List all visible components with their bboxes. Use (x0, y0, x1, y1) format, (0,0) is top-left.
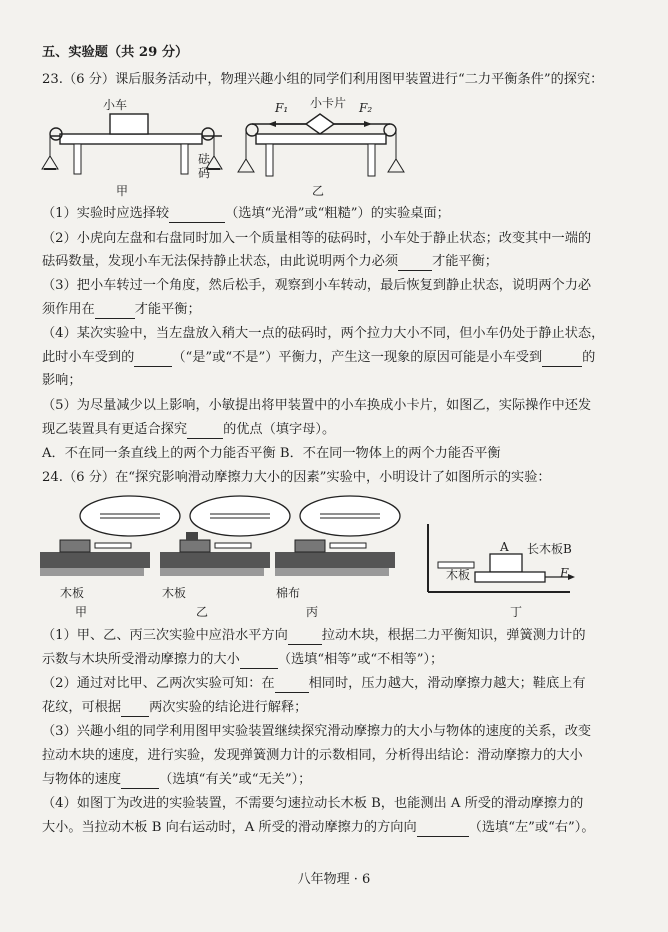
q24-figures-abc (40, 490, 410, 590)
q24-p3-line3: 与物体的速度 （选填“有关”或“无关”）； (42, 772, 312, 787)
answer-blank-24-3[interactable] (275, 678, 309, 693)
answer-blank-24-2[interactable] (240, 654, 278, 669)
fig-24-ding: 丁 (510, 605, 523, 619)
weights-label-2: 码 (198, 166, 211, 180)
answer-blank-24-4[interactable] (121, 702, 149, 717)
q24-p2-line2: 花纹，可根据 两次实验的结论进行解释； (42, 700, 308, 715)
answer-blank-23-6[interactable] (187, 424, 223, 439)
fig-24-jia: 甲 (75, 605, 88, 619)
answer-blank-24-5[interactable] (121, 774, 159, 789)
q24-p2-line1: （2）通过对比甲、乙两次实验可知：在 相同时，压力越大，滑动摩擦力越大；鞋底上有 (42, 676, 586, 691)
q23-p5-line2: 现乙装置具有更适合探究 的优点（填字母）。 (42, 422, 336, 437)
answer-blank-23-4[interactable] (134, 352, 172, 367)
force-f-label: F (560, 566, 569, 580)
answer-blank-24-1[interactable] (288, 630, 322, 645)
answer-blank-23-2[interactable] (398, 256, 432, 271)
q24-p4-line1: （4）如图丁为改进的实验装置，不需要匀速拉动长木板 B，也能测出 A 所受的滑动摩擦力的 (42, 796, 584, 811)
q23-p2-line2: 砝码数量，发现小车无法保持静止状态，由此说明两个力必须 才能平衡； (42, 254, 498, 269)
q24-p3-line1: （3）兴趣小组的同学利用图甲实验装置继续探究滑动摩擦力的大小与物体的速度的关系，改变 (42, 724, 592, 739)
car-label: 小车 (103, 98, 128, 112)
q24-p1-line1: （1）甲、乙、丙三次实验中应沿水平方向 拉动木块，根据二力平衡知识，弹簧测力计的 (42, 628, 586, 643)
board-b-label: 长木板B (527, 542, 572, 556)
block-a-label: A (500, 540, 509, 554)
answer-blank-23-5[interactable] (542, 352, 582, 367)
answer-blank-23-3[interactable] (95, 304, 135, 319)
section-title: 五、实验题（共 29 分） (42, 45, 189, 60)
q23-p3-line1: （3）把小车转过一个角度，然后松手，观察到小车转动，最后恢复到静止状态，说明两个力必 (42, 278, 592, 293)
board2-label: 木板 (162, 586, 187, 600)
q23-options: A．不在同一条直线上的两个力能否平衡 B．不在同一物体上的两个力能否平衡 (42, 446, 501, 461)
q24-p4-line2: 大小。当拉动木板 B 向右运动时，A 所受的滑动摩擦力的方向向 （选填“左”或“右”）。 (42, 820, 595, 835)
board-d-label: 木板 (446, 568, 471, 582)
board1-label: 木板 (60, 586, 85, 600)
q24-p1-line2: 示数与木块所受滑动摩擦力的大小 （选填“相等”或“不相等”）； (42, 652, 444, 667)
answer-blank-23-1[interactable] (169, 208, 225, 223)
fig-24-yi: 乙 (196, 605, 209, 619)
fig-jia-label: 甲 (116, 184, 129, 198)
fig-24-bing: 丙 (306, 605, 319, 619)
f1-label: F₁ (275, 101, 289, 115)
q24-p3-line2: 拉动木块的速度，进行实验，发现弹簧测力计的示数相同，分析得出结论：滑动摩擦力的大小 (42, 748, 583, 763)
weights-label-1: 砝 (198, 152, 211, 166)
q23-p4-line3: 影响； (42, 373, 82, 388)
cloth-label: 棉布 (276, 586, 301, 600)
q23-p2-line1: （2）小虎向左盘和右盘同时加入一个质量相等的砝码时，小车处于静止状态；改变其中一端的 (42, 231, 592, 246)
q23-p1: （1）实验时应选择较 （选填“光滑”或“粗糙”）的实验桌面； (42, 206, 450, 221)
q23-p3-line2: 须作用在 才能平衡； (42, 302, 201, 317)
q23-figure-yi (236, 104, 406, 184)
fig-yi-label: 乙 (312, 184, 325, 198)
answer-blank-24-6[interactable] (417, 822, 469, 837)
q24-figure-ding (420, 520, 580, 600)
page-footer: 八年物理 · 6 (297, 872, 371, 887)
q23-p4-line2: 此时小车受到的 （“是”或“不是”）平衡力，产生这一现象的原因可能是小车受到 的 (42, 350, 596, 365)
q23-p5-line1: （5）为尽量减少以上影响，小敏提出将甲装置中的小车换成小卡片，如图乙，实际操作中还发 (42, 398, 592, 413)
q24-stem: 24.（6 分）在“探究影响滑动摩擦力大小的因素”实验中，小明设计了如图所示的实验： (42, 470, 551, 485)
q23-p4-line1: （4）某次实验中，当左盘放入稍大一点的砝码时，两个拉力大小不同，但小车仍处于静止状态， (42, 326, 605, 341)
q23-stem: 23.（6 分）课后服务活动中，物理兴趣小组的同学们利用图甲装置进行“二力平衡条件”的探究： (42, 72, 604, 87)
f2-label: F₂ (359, 101, 373, 115)
card-label: 小卡片 (310, 96, 347, 110)
